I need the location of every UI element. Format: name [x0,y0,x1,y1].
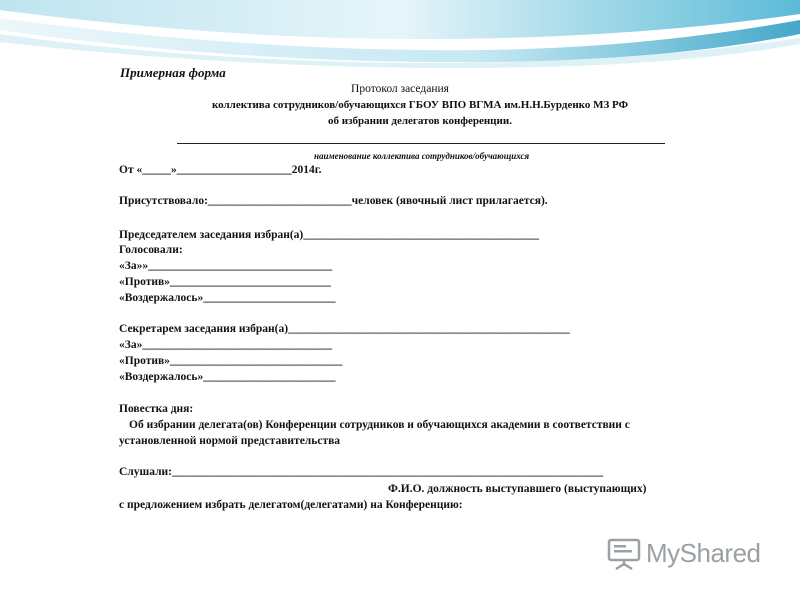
chair-vote-for: «За»»________________________________ [119,260,333,272]
speaker-caption: Ф.И.О. должность выступавшего (выступающих) [388,483,647,495]
presentation-board-icon [606,536,642,572]
heard-line: Слушали:___________________________________________________________________________ [119,466,604,478]
agenda-label: Повестка дня: [119,403,194,415]
chair-line: Председателем заседания избран(а)_________________________________________ [119,229,540,241]
secretary-vote-for: «За»_________________________________ [119,339,333,351]
myshared-watermark [606,536,776,572]
chair-vote-abstained: «Воздержалось»_______________________ [119,292,336,304]
watermark-text: MyShared [646,538,761,568]
agenda-text: Об избрании делегата(ов) Конференции сотрудников и обучающихся академии в соответствии с [129,419,630,431]
date-line: От «_____»____________________2014г. [119,164,322,176]
agenda-text-continued: установленной нормой представительства [119,435,341,447]
collective-name-line [177,143,665,144]
chair-vote-against: «Против»____________________________ [119,276,331,288]
sample-form-label: Примерная форма [120,65,226,80]
voted-label: Голосовали: [119,244,183,256]
protocol-subtitle: коллектива сотрудников/обучающихся ГБОУ ВПО ВГМА им.Н.Н.Бурденко МЗ РФ [211,99,629,111]
collective-name-caption: наименование коллектива сотрудников/обучающихся [314,151,530,161]
secretary-line: Секретарем заседания избран(а)_________________________________________________ [119,323,570,335]
attended-line: Присутствовало:_________________________человек (явочный лист прилагается). [119,195,548,207]
protocol-title: Протокол заседания [351,83,449,95]
secretary-vote-abstained: «Воздержалось»_______________________ [119,371,336,383]
protocol-purpose: об избрании делегатов конференции. [328,115,512,127]
secretary-vote-against: «Против»______________________________ [119,355,343,367]
proposal-line: с предложением избрать делегатом(делегатами) на Конференцию: [119,499,463,511]
